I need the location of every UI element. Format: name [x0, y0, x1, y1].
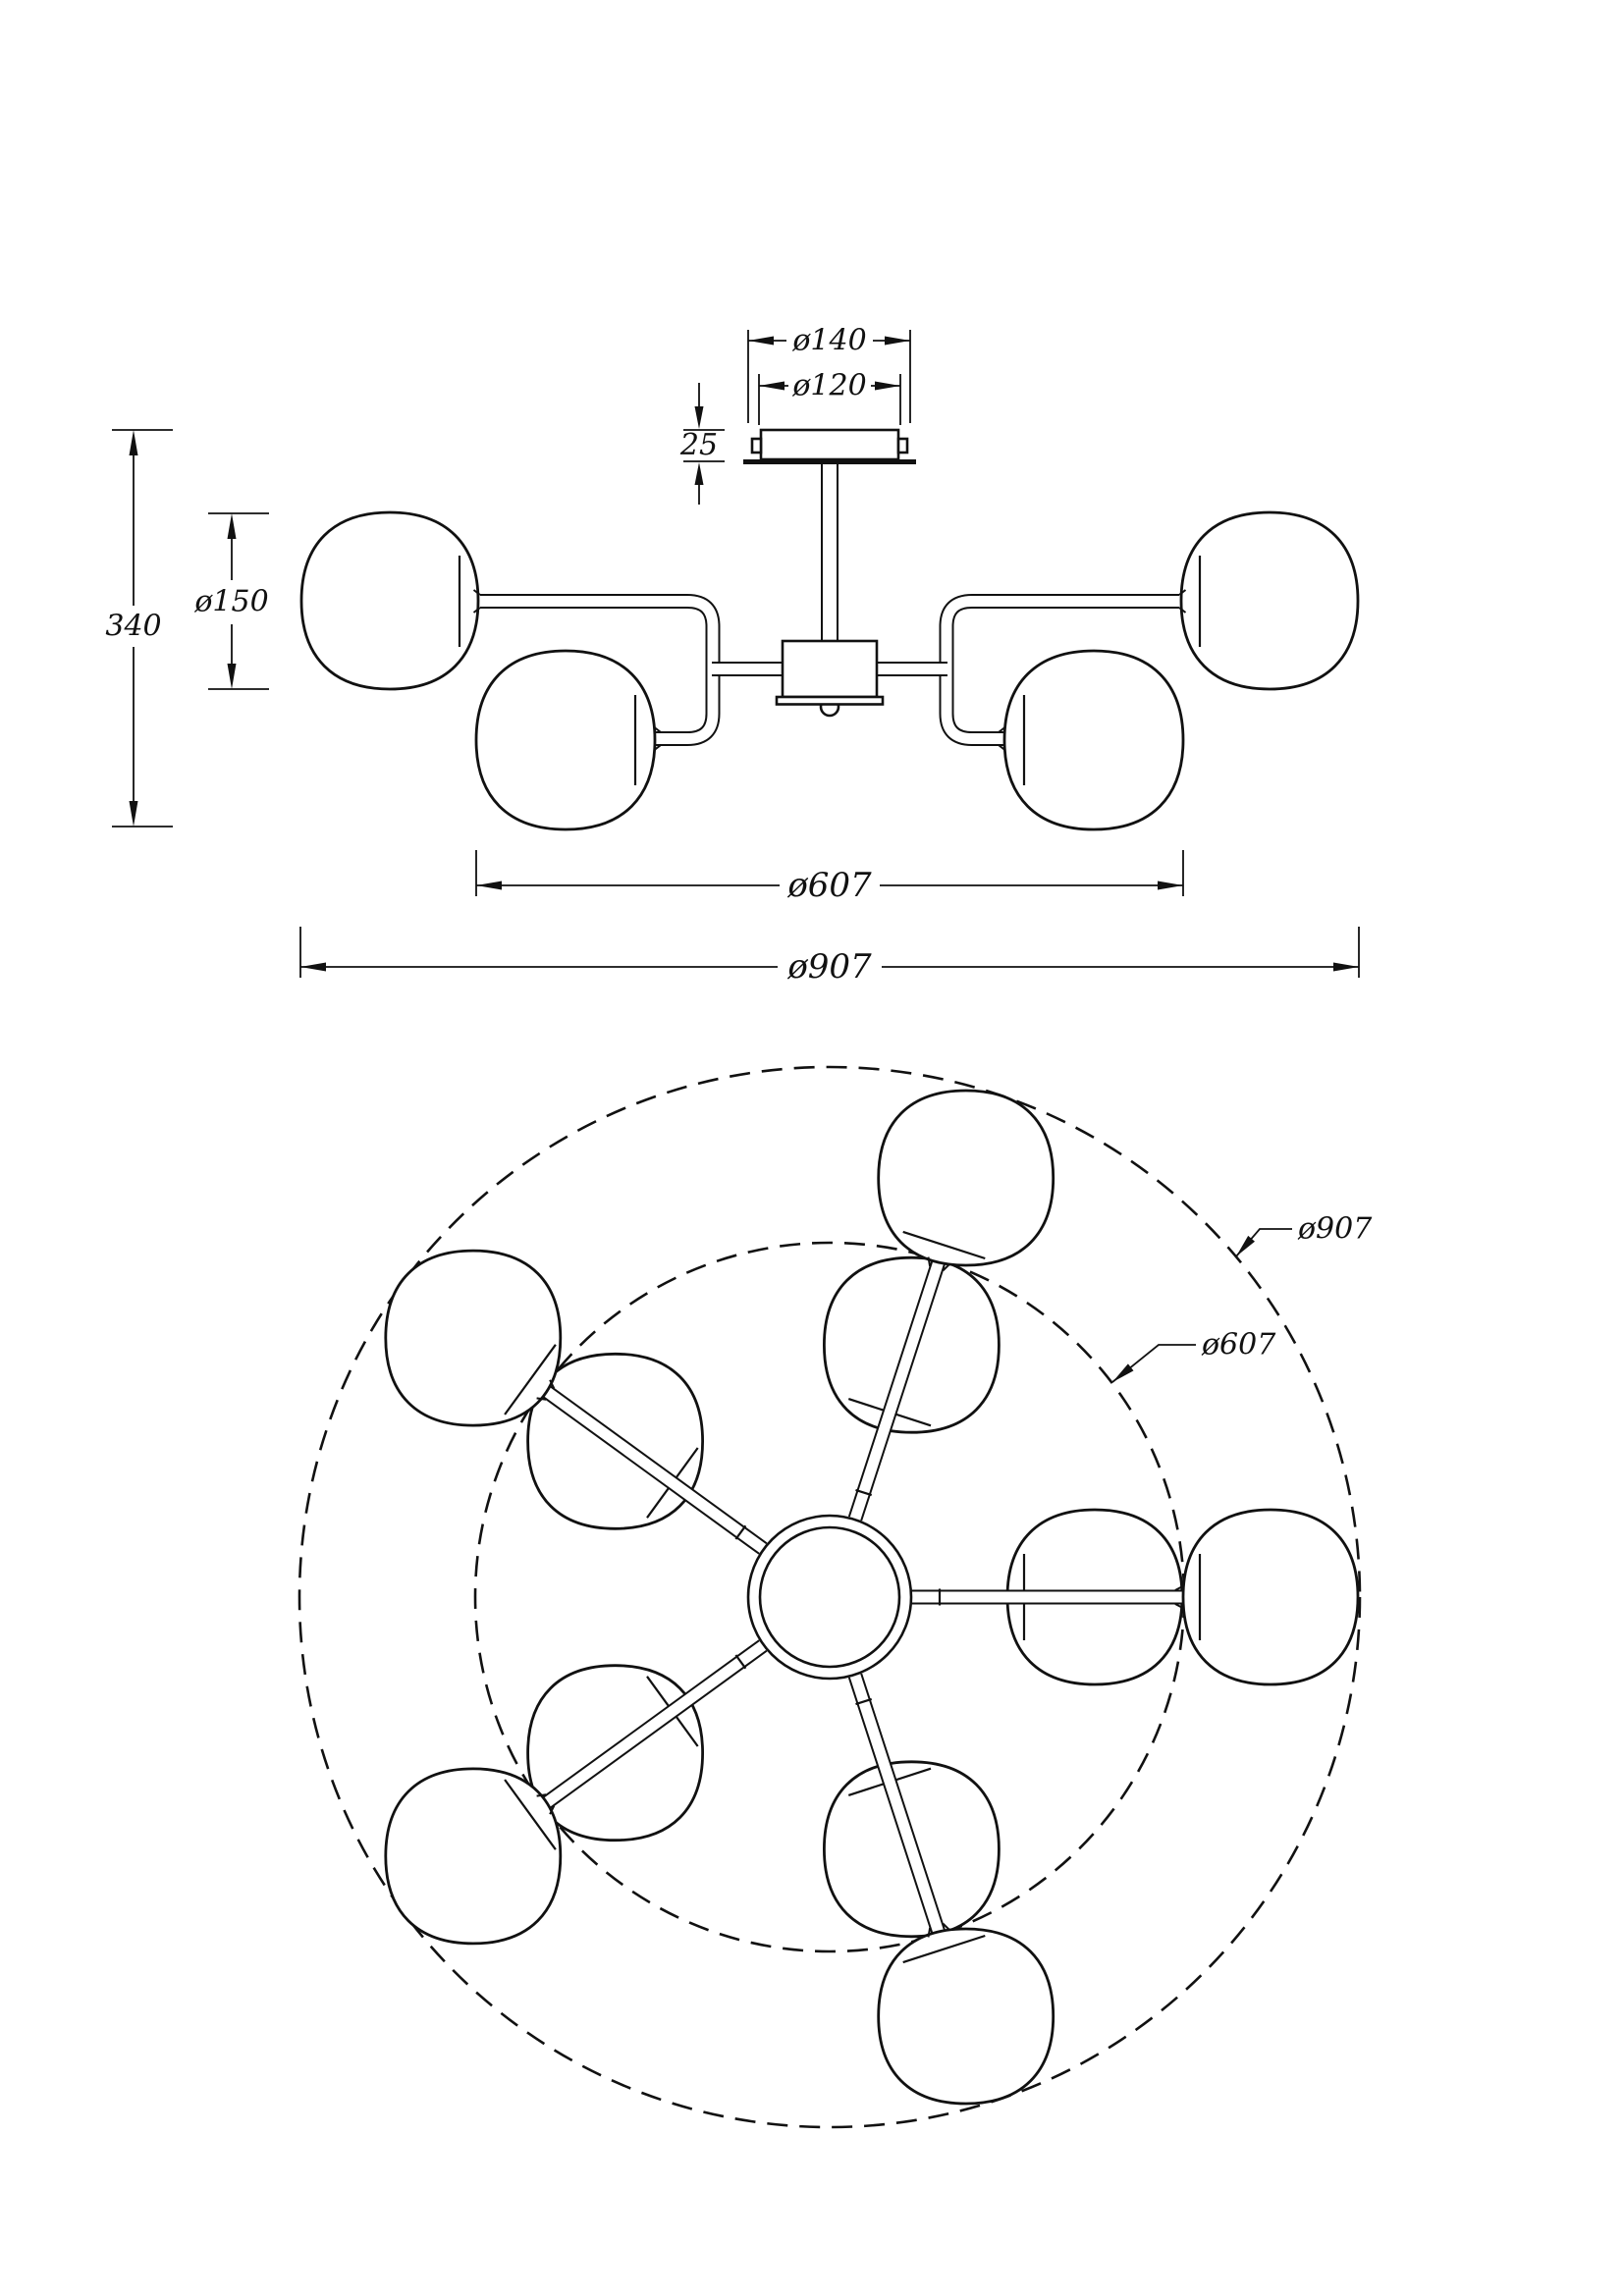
side-view-hub [777, 641, 883, 716]
dim-25-label: 25 [679, 428, 719, 462]
dim-150-label: ø150 [194, 584, 269, 619]
dim-25-arrow-bottom [695, 462, 704, 485]
dim-overall-side [300, 927, 1359, 987]
dim-340-arrow-bottom [130, 801, 138, 827]
top-arm-assembly-288 [824, 1676, 1053, 2104]
dim-340-arrow-top [130, 430, 138, 455]
dim-150-arrow-top [228, 513, 237, 539]
dim-907-arrow-right [1333, 963, 1359, 972]
dim-120-label: ø120 [792, 368, 867, 403]
top-outer-globe-288 [879, 1929, 1054, 2104]
dim-140-label: ø140 [792, 323, 867, 358]
canopy-right-tab [898, 439, 907, 453]
top-outer-globe-0 [1183, 1510, 1358, 1684]
lower-right-globe [1004, 651, 1183, 829]
label-overall-top [1236, 1212, 1373, 1257]
lower-left-globe [476, 651, 655, 829]
dim-120-arrow-right [875, 382, 900, 391]
hub-body [783, 641, 877, 697]
top-view [299, 1067, 1373, 2127]
label-607-text: ø607 [1202, 1327, 1276, 1362]
top-outer-globe-144 [386, 1251, 561, 1425]
top-arm-assembly-144 [386, 1251, 763, 1549]
side-view [105, 324, 1359, 988]
dim-607-arrow-right [1158, 881, 1183, 890]
hub-outer-ring [748, 1516, 911, 1679]
dim-25-arrow-top [695, 406, 704, 429]
top-view-hub [748, 1516, 911, 1679]
top-outer-globe-216 [386, 1769, 561, 1944]
dim-canopy-body [759, 369, 900, 426]
dim-140-arrow-left [748, 337, 774, 346]
top-arm-assembly-0 [912, 1510, 1358, 1684]
label-907-text: ø907 [1298, 1211, 1373, 1247]
dim-fixture-height [105, 430, 173, 827]
upper-left-globe [301, 512, 478, 689]
upper-right-globe [1181, 512, 1358, 689]
dim-150-arrow-bottom [228, 664, 237, 689]
hub-bottom-plate [777, 697, 883, 705]
dim-globe-diameter [193, 513, 269, 689]
dim-907-arrow-left [300, 963, 326, 972]
dim-120-arrow-left [759, 382, 784, 391]
top-arm-assembly-216 [386, 1645, 763, 1944]
dim-907-label: ø907 [787, 947, 872, 987]
dim-340-label: 340 [105, 609, 162, 644]
label-inner-top [1112, 1328, 1276, 1383]
top-arm-assembly-72 [824, 1091, 1053, 1519]
leader-607-line [1112, 1345, 1196, 1382]
dim-607-label: ø607 [787, 866, 872, 905]
dim-inner-circle-side [476, 850, 1183, 905]
dim-140-arrow-right [885, 337, 910, 346]
canopy-left-tab [752, 439, 761, 453]
side-view-canopy [743, 430, 916, 462]
canopy-body [761, 430, 898, 459]
dim-607-arrow-left [476, 881, 502, 890]
top-outer-globe-72 [879, 1091, 1054, 1265]
dim-canopy-height [679, 383, 725, 505]
